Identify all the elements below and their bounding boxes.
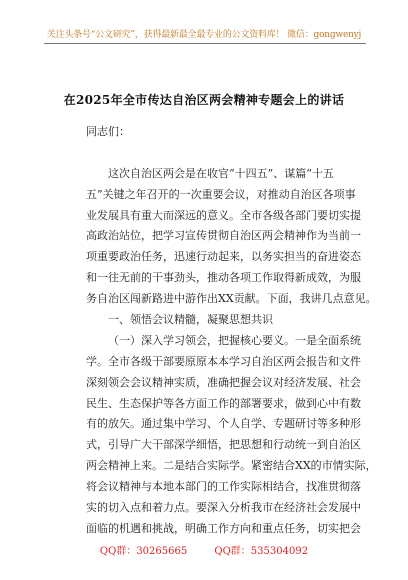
blank-line bbox=[86, 143, 354, 164]
document-body bbox=[86, 122, 377, 540]
paragraph-line: 高政治站位，把学习宣传贯彻自治区两会精神作为当前一 bbox=[86, 229, 361, 243]
footer bbox=[0, 542, 408, 557]
paragraph-line: 和一往无前的干事劲头，推动各项工作取得新成效，为服 bbox=[86, 271, 361, 285]
paragraph-line: 深刻领会会议精神实质，准确把握会议对经济发展、社会 bbox=[86, 375, 361, 389]
paragraph-line: 实的切入点和着力点。要深入分析我市在经济社会发展中 bbox=[86, 501, 361, 515]
document-title: 在2025年全市传达自治区两会精神专题会上的讲话 bbox=[63, 93, 345, 107]
paragraph-line: 项重要政治任务，迅速行动起来，以务实担当的奋进姿态 bbox=[86, 250, 361, 264]
salutation-line: 同志们： bbox=[86, 125, 130, 138]
paragraph-line: 业发展具有重大而深远的意义。全市各级各部门要切实提 bbox=[86, 208, 361, 222]
paragraph-line: 式，引导广大干部深学细悟，把思想和行动统一到自治区 bbox=[86, 438, 361, 452]
paragraph-line: 学。全市各级干部要原原本本学习自治区两会报告和文件 bbox=[86, 354, 361, 368]
paragraph-line: 面临的机遇和挑战，明确工作方向和重点任务，切实把会 bbox=[86, 521, 361, 535]
paragraph-line: 将会议精神与本地本部门的工作实际相结合，找准贯彻落 bbox=[86, 480, 361, 494]
header-divider bbox=[44, 43, 366, 44]
paragraph-line: 有的放矢。通过集中学习、个人自学、专题研讨等多种形 bbox=[86, 417, 361, 431]
footer-qq-group-1: QQ群：30265665 bbox=[99, 546, 188, 557]
paragraph-line: 两会精神上来。二是结合实际学。紧密结合XX的市情实际， bbox=[86, 459, 377, 473]
paragraph-line: 务自治区闯新路进中游作出XX贡献。下面，我讲几点意见。 bbox=[86, 292, 377, 306]
footer-qq-group-2: QQ群：535304092 bbox=[214, 546, 309, 557]
subsection-heading-line: （一）深入学习领会，把握核心要义。一是全面系统 bbox=[108, 333, 361, 347]
paragraph-line: 五”关键之年召开的一次重要会议，对推动自治区各项事 bbox=[86, 187, 356, 201]
section-heading: 一、领悟会议精髓，凝聚思想共识 bbox=[108, 313, 273, 327]
header-banner: 关注头条号“公文研究”，获得最新最全最专业的公文资料库！ 微信：gongwenyj bbox=[46, 30, 362, 40]
paragraph-line: 民生、生态保护等各方面工作的部署要求，做到心中有数 bbox=[86, 396, 361, 410]
paragraph-line: 这次自治区两会是在收官“十四五”、谋篇“十五 bbox=[108, 166, 334, 180]
